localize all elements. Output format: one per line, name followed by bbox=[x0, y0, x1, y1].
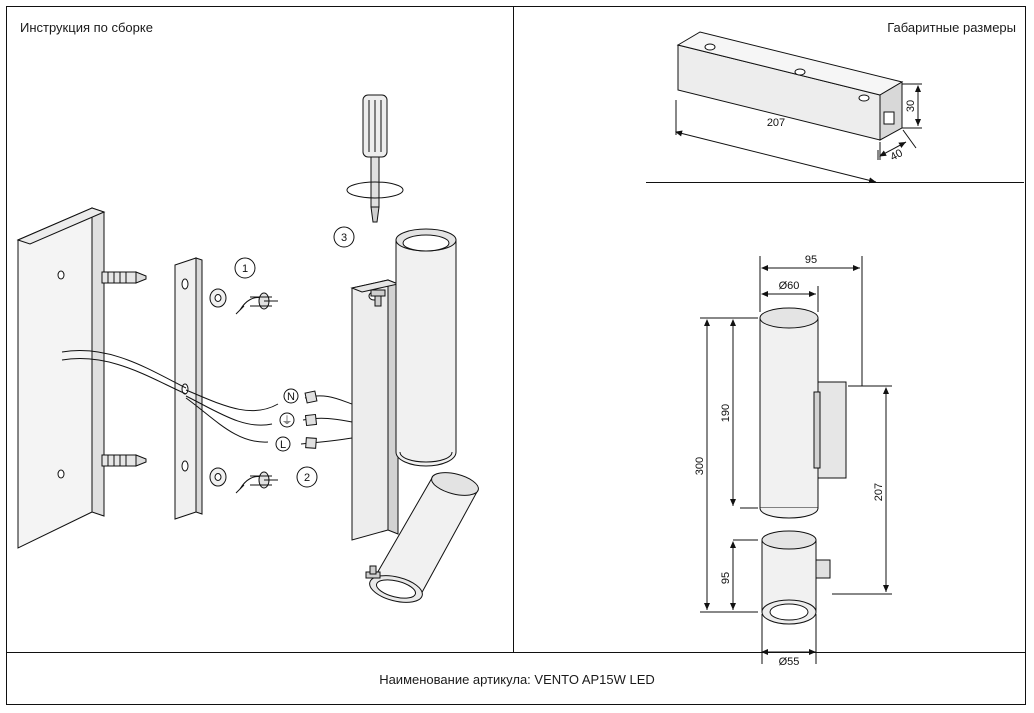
svg-text:207: 207 bbox=[766, 117, 786, 129]
callout-3 bbox=[334, 227, 354, 247]
wall-anchor-lower bbox=[102, 455, 146, 466]
svg-text:N: N bbox=[287, 391, 295, 403]
svg-text:190: 190 bbox=[720, 403, 732, 423]
dim-body-height-190 bbox=[720, 318, 758, 508]
callout-2 bbox=[297, 467, 317, 487]
assembly-diagram bbox=[18, 95, 481, 607]
lamp-side-plate bbox=[814, 382, 846, 478]
screwdriver bbox=[347, 95, 403, 222]
dim-overall-height-300 bbox=[694, 318, 758, 612]
mounting-bracket bbox=[175, 258, 202, 519]
wire-terminal-labels bbox=[276, 389, 298, 451]
grub-screw-bottom bbox=[366, 566, 380, 578]
dim-bracket-height bbox=[902, 84, 922, 128]
svg-text:95: 95 bbox=[804, 254, 818, 266]
svg-text:40: 40 bbox=[888, 147, 905, 164]
front-dimension-view bbox=[694, 254, 892, 668]
bracket-screw-upper bbox=[210, 289, 278, 314]
lamp-wires bbox=[301, 391, 352, 448]
upper-cylinder bbox=[396, 229, 456, 466]
svg-text:L: L bbox=[279, 439, 287, 451]
dim-lower-height-95 bbox=[720, 540, 758, 612]
wall-anchor-upper bbox=[102, 272, 146, 283]
dimensions-section-title: Габаритные размеры bbox=[887, 20, 1016, 35]
svg-text:30: 30 bbox=[905, 99, 917, 113]
article-name-caption: Наименование артикула: VENTO AP15W LED bbox=[379, 672, 655, 687]
lamp-front-body bbox=[760, 308, 818, 518]
callout-1 bbox=[235, 258, 255, 278]
svg-text:207: 207 bbox=[873, 482, 885, 502]
dim-diameter-60 bbox=[760, 280, 818, 312]
bracket-dimension-view bbox=[676, 32, 922, 182]
svg-text:⏚: ⏚ bbox=[281, 415, 293, 427]
svg-text:Ø55: Ø55 bbox=[778, 656, 800, 668]
svg-text:Ø60: Ø60 bbox=[778, 280, 800, 292]
lamp-front-spot bbox=[762, 531, 830, 624]
svg-text:1: 1 bbox=[241, 263, 249, 275]
lamp-back-box bbox=[352, 280, 398, 540]
wall-plate bbox=[18, 208, 104, 548]
svg-text:300: 300 bbox=[694, 456, 706, 476]
bracket-screw-lower bbox=[210, 468, 278, 493]
assembly-section-title: Инструкция по сборке bbox=[20, 20, 153, 35]
svg-text:3: 3 bbox=[340, 232, 348, 244]
svg-text:95: 95 bbox=[720, 571, 732, 585]
svg-text:2: 2 bbox=[303, 472, 311, 484]
